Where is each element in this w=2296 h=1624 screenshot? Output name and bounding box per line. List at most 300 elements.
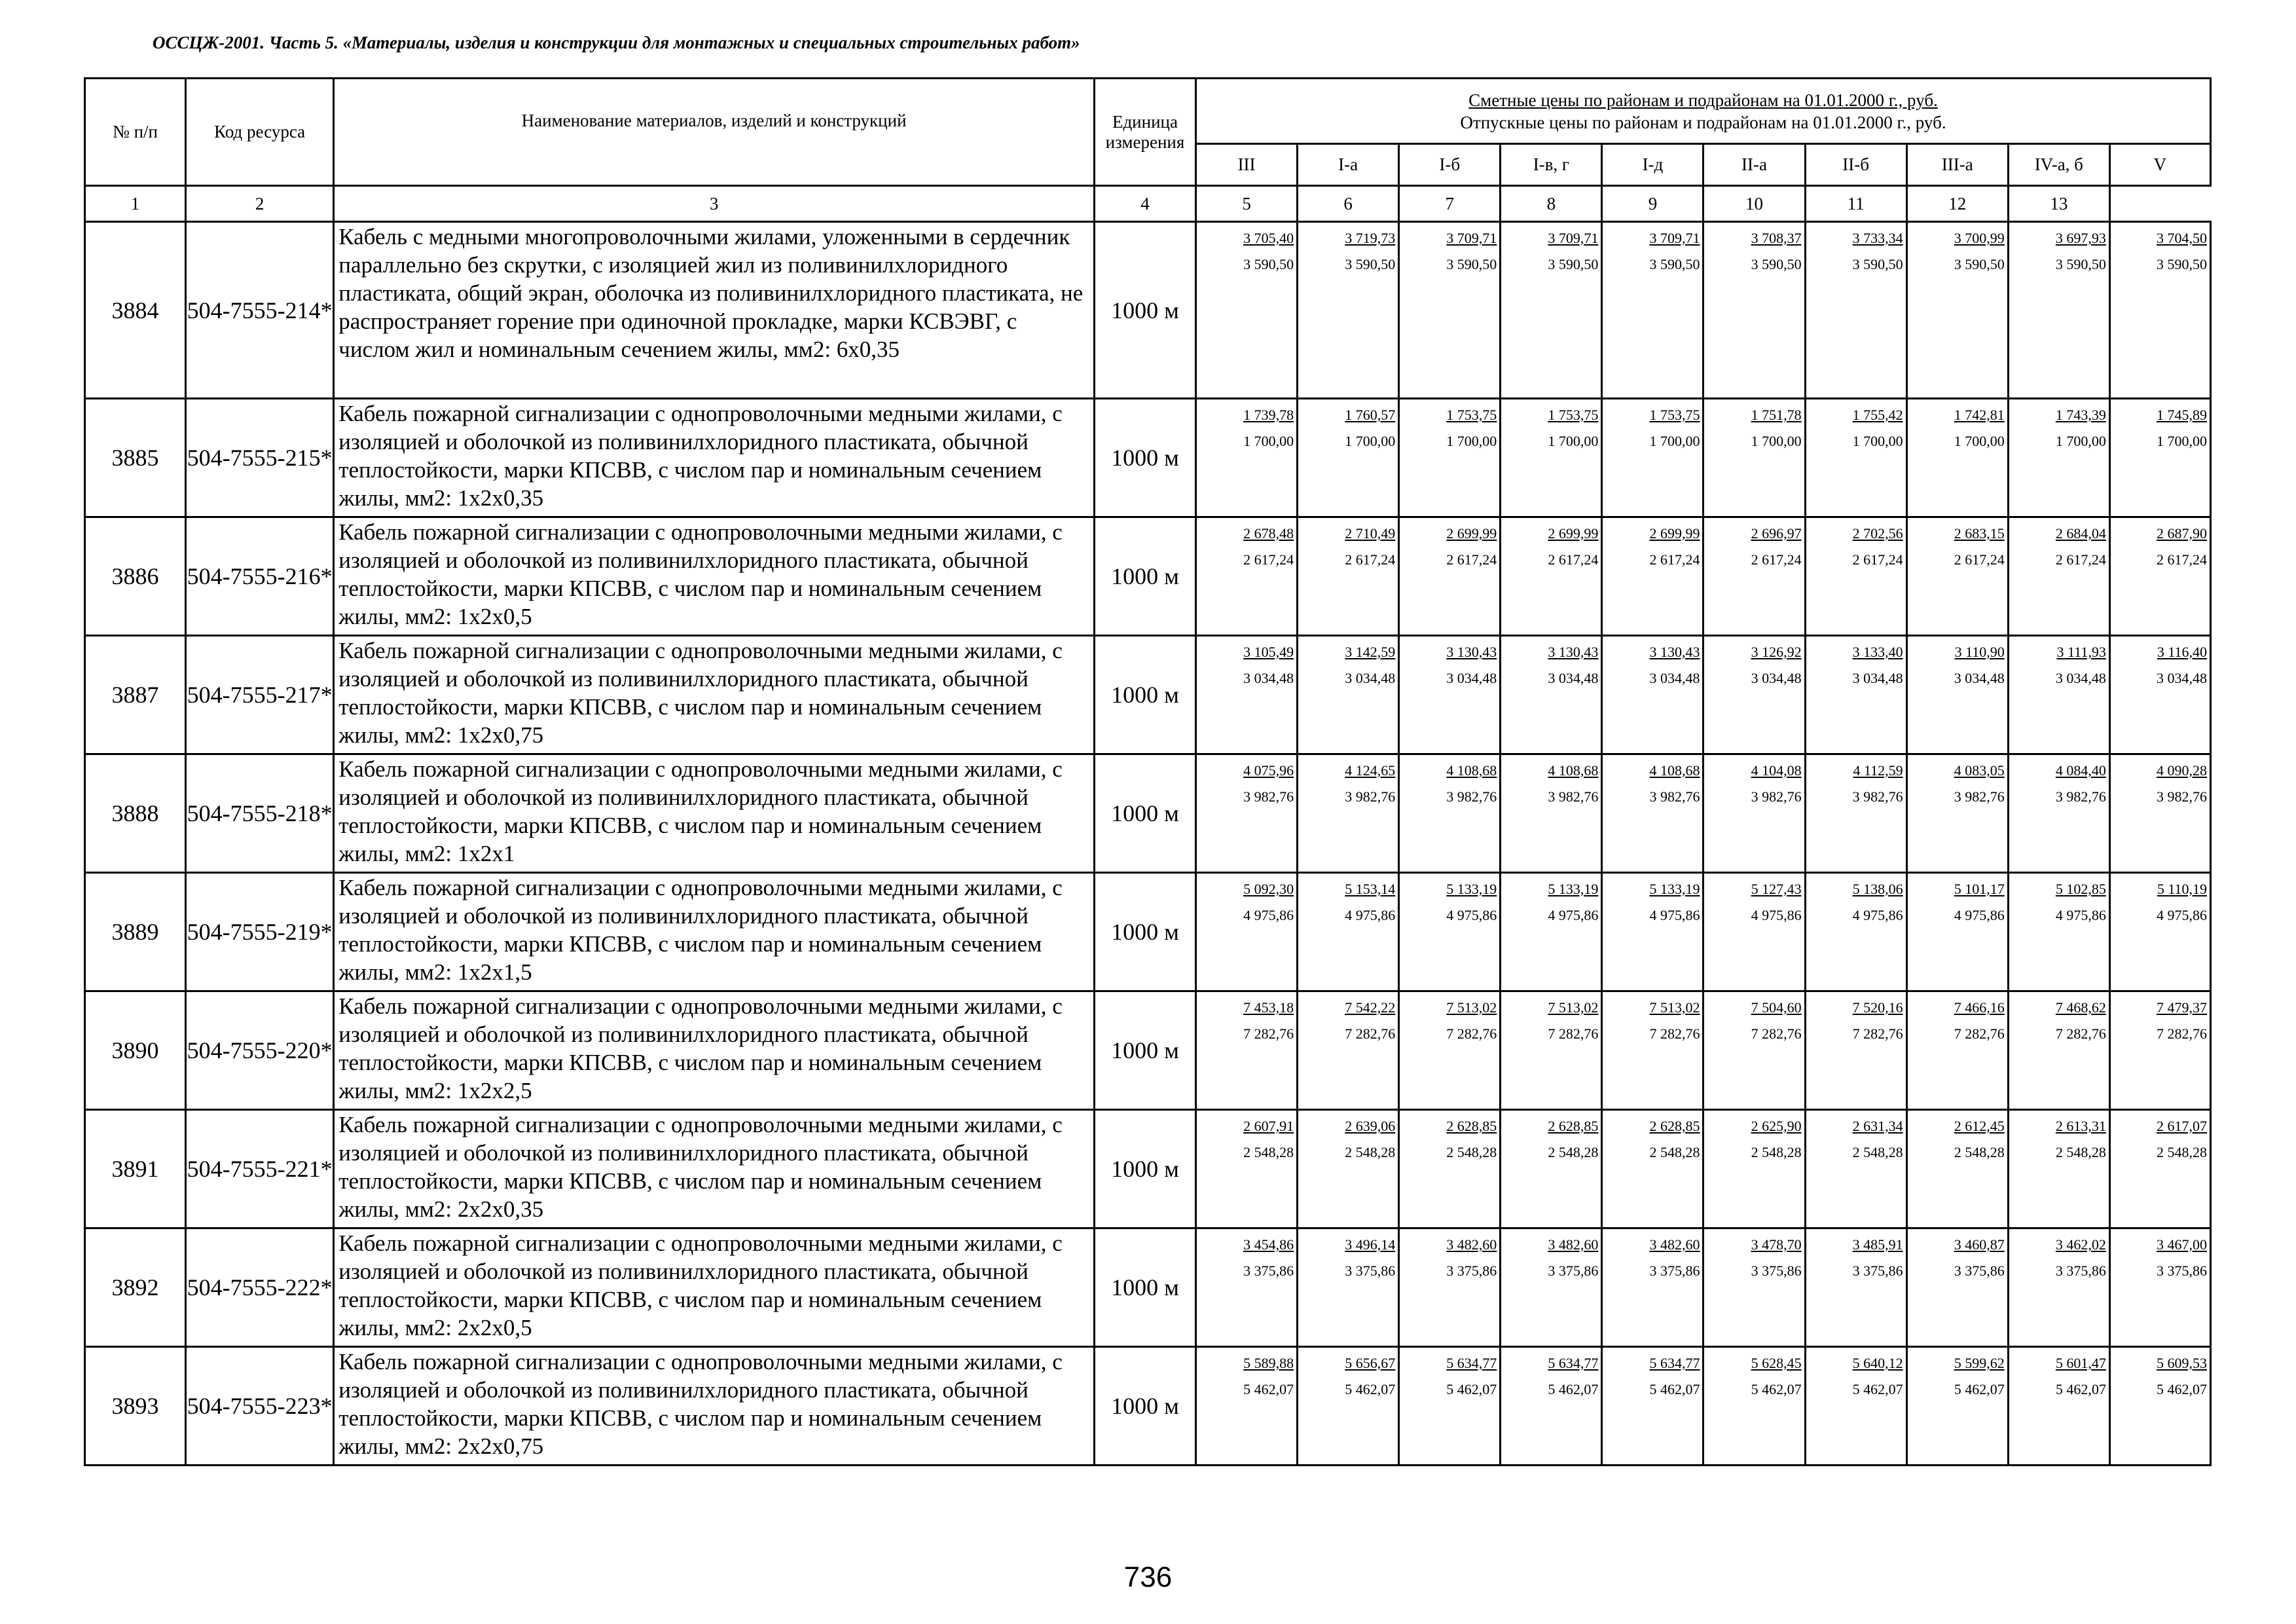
release-price: 2 548,28 <box>1751 1144 1802 1160</box>
price-cell <box>1906 517 2008 636</box>
release-price: 2 548,28 <box>2157 1144 2207 1160</box>
price-cell <box>1602 636 1704 754</box>
estimate-price: 7 520,16 <box>1852 999 1903 1016</box>
page-number: 736 <box>1123 1561 1173 1593</box>
release-price: 3 375,86 <box>1345 1263 1396 1279</box>
price-cell <box>1805 873 1906 991</box>
estimate-price: 3 462,02 <box>2055 1236 2106 1253</box>
release-price: 2 548,28 <box>1243 1144 1294 1160</box>
price-cell <box>2008 873 2109 991</box>
estimate-price: 3 709,71 <box>1548 230 1599 246</box>
estimate-price: 2 607,91 <box>1243 1118 1294 1134</box>
release-price: 7 282,76 <box>1852 1025 1903 1042</box>
price-cell <box>1196 1347 1298 1466</box>
estimate-price: 4 104,08 <box>1751 762 1802 779</box>
material-name: Кабель пожарной сигнализации с однопроволочными медными жилами, с изоляцией и оболочкой из поливинилхлоридного пластиката, обычной теплостойкости, марки КПСВВ, с числом пар и номинальным сечением жилы, мм2: 1х2х0,5 <box>334 517 1095 636</box>
price-cell <box>1196 517 1298 636</box>
column-number: 4 <box>1094 186 1195 222</box>
estimate-price: 5 634,77 <box>1446 1355 1497 1371</box>
column-number: 1 <box>85 186 186 222</box>
table-row <box>85 636 2211 754</box>
price-cell <box>2008 636 2109 754</box>
release-price: 5 462,07 <box>1548 1381 1599 1397</box>
estimate-price: 2 617,07 <box>2157 1118 2207 1134</box>
price-cell <box>2008 222 2109 399</box>
estimate-price: 3 705,40 <box>1243 230 1294 246</box>
column-number-row <box>85 186 2211 222</box>
price-cell <box>2109 399 2210 517</box>
release-price: 7 282,76 <box>1649 1025 1700 1042</box>
estimate-price: 2 628,85 <box>1548 1118 1599 1134</box>
region-header: III <box>1196 144 1298 186</box>
release-price: 5 462,07 <box>2157 1381 2207 1397</box>
price-cell <box>1704 517 1805 636</box>
row-number: 3890 <box>85 991 186 1110</box>
price-cell <box>1501 873 1602 991</box>
price-cell <box>1906 1228 2008 1347</box>
material-name: Кабель пожарной сигнализации с однопроволочными медными жилами, с изоляцией и оболочкой из поливинилхлоридного пластиката, обычной теплостойкости, марки КПСВВ, с числом пар и номинальным сечением жилы, мм2: 1х2х0,35 <box>334 399 1095 517</box>
estimate-price: 7 542,22 <box>1345 999 1396 1016</box>
price-cell <box>2008 991 2109 1110</box>
resource-code: 504-7555-218* <box>186 754 334 873</box>
estimate-price: 1 742,81 <box>1954 407 2005 423</box>
release-price: 3 590,50 <box>1852 256 1903 272</box>
document-header: ОССЦЖ-2001. Часть 5. «Материалы, изделия и конструкции для монтажных и специальных строительных работ» <box>153 33 1080 52</box>
estimate-price: 7 513,02 <box>1548 999 1599 1016</box>
estimate-price: 2 687,90 <box>2157 525 2207 542</box>
release-price: 4 975,86 <box>1751 907 1802 923</box>
price-cell <box>2109 991 2210 1110</box>
release-price: 2 548,28 <box>1954 1144 2005 1160</box>
estimate-price: 5 133,19 <box>1446 881 1497 897</box>
release-price: 3 590,50 <box>1548 256 1599 272</box>
price-cell <box>1399 399 1501 517</box>
release-price: 5 462,07 <box>1852 1381 1903 1397</box>
price-cell <box>1298 222 1399 399</box>
price-cell <box>1602 873 1704 991</box>
price-cell <box>1196 1228 1298 1347</box>
column-number: 8 <box>1501 186 1602 222</box>
estimate-price: 3 133,40 <box>1852 644 1903 660</box>
release-price: 3 982,76 <box>1751 788 1802 805</box>
release-price: 3 590,50 <box>1446 256 1497 272</box>
release-price: 3 982,76 <box>1548 788 1599 805</box>
unit: 1000 м <box>1094 1110 1195 1228</box>
price-cell <box>1298 1347 1399 1466</box>
estimate-price: 3 111,93 <box>2056 644 2106 660</box>
estimate-price: 1 753,75 <box>1649 407 1700 423</box>
estimate-price: 3 485,91 <box>1852 1236 1903 1253</box>
release-price: 4 975,86 <box>2055 907 2106 923</box>
release-price: 7 282,76 <box>1548 1025 1599 1042</box>
estimate-price: 2 639,06 <box>1345 1118 1396 1134</box>
price-cell <box>1906 1347 2008 1466</box>
estimate-price: 5 589,88 <box>1243 1355 1294 1371</box>
material-name: Кабель пожарной сигнализации с однопроволочными медными жилами, с изоляцией и оболочкой из поливинилхлоридного пластиката, обычной теплостойкости, марки КПСВВ, с числом пар и номинальным сечением жилы, мм2: 1х2х2,5 <box>334 991 1095 1110</box>
estimate-price: 5 127,43 <box>1751 881 1802 897</box>
release-price: 3 982,76 <box>1649 788 1700 805</box>
estimate-price: 3 454,86 <box>1243 1236 1294 1253</box>
estimate-price: 5 153,14 <box>1345 881 1396 897</box>
estimate-price: 5 601,47 <box>2055 1355 2106 1371</box>
release-price: 4 975,86 <box>1852 907 1903 923</box>
price-cell <box>1501 517 1602 636</box>
price-cell <box>2109 1347 2210 1466</box>
column-number: 3 <box>334 186 1095 222</box>
estimate-price: 5 110,19 <box>2157 881 2207 897</box>
release-price: 1 700,00 <box>1548 433 1599 449</box>
price-cell <box>1501 1228 1602 1347</box>
estimate-price: 2 612,45 <box>1954 1118 2005 1134</box>
estimate-price: 3 460,87 <box>1954 1236 2005 1253</box>
estimate-price: 2 628,85 <box>1649 1118 1700 1134</box>
estimate-price: 2 710,49 <box>1345 525 1396 542</box>
price-cell <box>1196 399 1298 517</box>
estimate-price: 1 739,78 <box>1243 407 1294 423</box>
release-price: 1 700,00 <box>1852 433 1903 449</box>
release-price: 4 975,86 <box>1954 907 2005 923</box>
price-cell <box>1399 754 1501 873</box>
estimate-price: 3 496,14 <box>1345 1236 1396 1253</box>
estimate-price: 3 733,34 <box>1852 230 1903 246</box>
estimate-price: 4 075,96 <box>1243 762 1294 779</box>
region-header: II-б <box>1805 144 1906 186</box>
estimate-price: 5 640,12 <box>1852 1355 1903 1371</box>
release-price: 3 982,76 <box>1852 788 1903 805</box>
release-price: 2 617,24 <box>2055 551 2106 568</box>
resource-code: 504-7555-223* <box>186 1347 334 1466</box>
release-price: 5 462,07 <box>1446 1381 1497 1397</box>
release-price: 3 034,48 <box>1345 670 1396 686</box>
region-header: V <box>2109 144 2210 186</box>
price-cell <box>1704 1347 1805 1466</box>
release-price: 7 282,76 <box>1446 1025 1497 1042</box>
price-cell <box>1602 1228 1704 1347</box>
price-cell <box>1298 873 1399 991</box>
row-number: 3888 <box>85 754 186 873</box>
estimate-price: 4 108,68 <box>1446 762 1497 779</box>
estimate-price: 4 124,65 <box>1345 762 1396 779</box>
row-number: 3892 <box>85 1228 186 1347</box>
region-header: III-а <box>1906 144 2008 186</box>
estimate-price: 3 142,59 <box>1345 644 1396 660</box>
price-cell <box>2008 517 2109 636</box>
release-price: 3 034,48 <box>1954 670 2005 686</box>
release-price: 3 982,76 <box>2055 788 2106 805</box>
release-price: 3 034,48 <box>1649 670 1700 686</box>
row-number: 3891 <box>85 1110 186 1228</box>
unit: 1000 м <box>1094 1347 1195 1466</box>
unit: 1000 м <box>1094 399 1195 517</box>
unit: 1000 м <box>1094 222 1195 399</box>
estimate-price: 2 699,99 <box>1649 525 1700 542</box>
release-price: 5 462,07 <box>1751 1381 1802 1397</box>
material-name: Кабель пожарной сигнализации с однопроволочными медными жилами, с изоляцией и оболочкой из поливинилхлоридного пластиката, обычной теплостойкости, марки КПСВВ, с числом пар и номинальным сечением жилы, мм2: 1х2х0,75 <box>334 636 1095 754</box>
release-price: 5 462,07 <box>2055 1381 2106 1397</box>
estimate-price: 7 513,02 <box>1446 999 1497 1016</box>
price-cell <box>1704 991 1805 1110</box>
estimate-price: 3 130,43 <box>1548 644 1599 660</box>
release-price: 1 700,00 <box>2055 433 2106 449</box>
estimate-price: 5 138,06 <box>1852 881 1903 897</box>
estimate-price: 5 102,85 <box>2055 881 2106 897</box>
estimate-price: 5 628,45 <box>1751 1355 1802 1371</box>
release-price: 7 282,76 <box>1243 1025 1294 1042</box>
table-row <box>85 222 2211 399</box>
unit: 1000 м <box>1094 517 1195 636</box>
column-number: 10 <box>1704 186 1805 222</box>
price-cell <box>1704 754 1805 873</box>
release-price: 3 590,50 <box>1345 256 1396 272</box>
estimate-price: 2 628,85 <box>1446 1118 1497 1134</box>
table-body <box>85 222 2211 1466</box>
estimate-price: 7 513,02 <box>1649 999 1700 1016</box>
price-cell <box>1501 1110 1602 1228</box>
resource-code: 504-7555-219* <box>186 873 334 991</box>
row-number: 3887 <box>85 636 186 754</box>
estimate-price: 2 684,04 <box>2055 525 2106 542</box>
estimate-price: 2 699,99 <box>1446 525 1497 542</box>
estimate-price: 2 699,99 <box>1548 525 1599 542</box>
price-cell <box>1704 636 1805 754</box>
release-price: 1 700,00 <box>1243 433 1294 449</box>
estimate-price: 2 631,34 <box>1852 1118 1903 1134</box>
release-price: 2 617,24 <box>1852 551 1903 568</box>
estimate-price: 4 108,68 <box>1649 762 1700 779</box>
estimate-price: 7 453,18 <box>1243 999 1294 1016</box>
release-price: 4 975,86 <box>2157 907 2207 923</box>
price-cell <box>1196 222 1298 399</box>
price-cell <box>1501 636 1602 754</box>
price-cell <box>1602 1347 1704 1466</box>
price-cell <box>1399 873 1501 991</box>
resource-code: 504-7555-214* <box>186 222 334 399</box>
table-row <box>85 873 2211 991</box>
release-price: 2 548,28 <box>1446 1144 1497 1160</box>
price-cell <box>1906 1110 2008 1228</box>
release-price: 1 700,00 <box>1954 433 2005 449</box>
estimate-price: 4 083,05 <box>1954 762 2005 779</box>
table-row <box>85 754 2211 873</box>
estimate-price: 1 753,75 <box>1548 407 1599 423</box>
header-prices <box>1196 79 2211 144</box>
material-name: Кабель пожарной сигнализации с однопроволочными медными жилами, с изоляцией и оболочкой из поливинилхлоридного пластиката, обычной теплостойкости, марки КПСВВ, с числом пар и номинальным сечением жилы, мм2: 2х2х0,5 <box>334 1228 1095 1347</box>
price-cell <box>1805 1228 1906 1347</box>
price-cell <box>1906 873 2008 991</box>
price-cell <box>1501 399 1602 517</box>
price-cell <box>1196 991 1298 1110</box>
estimate-price: 3 482,60 <box>1548 1236 1599 1253</box>
estimate-price: 5 634,77 <box>1548 1355 1599 1371</box>
price-cell <box>1805 1347 1906 1466</box>
estimate-price: 5 599,62 <box>1954 1355 2005 1371</box>
release-price: 4 975,86 <box>1548 907 1599 923</box>
price-cell <box>1805 636 1906 754</box>
release-price: 1 700,00 <box>1649 433 1700 449</box>
estimate-price: 7 479,37 <box>2157 999 2207 1016</box>
column-number: 11 <box>1805 186 1906 222</box>
release-price: 3 375,86 <box>2055 1263 2106 1279</box>
region-header: II-а <box>1704 144 1805 186</box>
price-cell <box>1399 517 1501 636</box>
price-cell <box>2109 754 2210 873</box>
region-header: I-в, г <box>1501 144 1602 186</box>
estimate-price: 5 101,17 <box>1954 881 2005 897</box>
table-row <box>85 1347 2211 1466</box>
price-cell <box>1602 1110 1704 1228</box>
region-header: I-а <box>1298 144 1399 186</box>
price-cell <box>2008 1228 2109 1347</box>
estimate-price: 1 753,75 <box>1446 407 1497 423</box>
price-cell <box>1906 399 2008 517</box>
price-cell <box>1501 991 1602 1110</box>
estimate-price: 7 504,60 <box>1751 999 1802 1016</box>
release-price: 4 975,86 <box>1243 907 1294 923</box>
price-cell <box>1196 754 1298 873</box>
price-cell <box>2109 222 2210 399</box>
material-name: Кабель пожарной сигнализации с однопроволочными медными жилами, с изоляцией и оболочкой из поливинилхлоридного пластиката, обычной теплостойкости, марки КПСВВ, с числом пар и номинальным сечением жилы, мм2: 1х2х1 <box>334 754 1095 873</box>
release-price: 2 548,28 <box>2055 1144 2106 1160</box>
resource-code: 504-7555-215* <box>186 399 334 517</box>
price-cell <box>1501 1347 1602 1466</box>
unit: 1000 м <box>1094 873 1195 991</box>
region-header: I-б <box>1399 144 1501 186</box>
estimate-price: 3 704,50 <box>2157 230 2207 246</box>
table-row <box>85 991 2211 1110</box>
estimate-price: 1 745,89 <box>2157 407 2207 423</box>
release-price: 2 617,24 <box>1446 551 1497 568</box>
release-price: 3 982,76 <box>1954 788 2005 805</box>
release-price: 3 034,48 <box>1751 670 1802 686</box>
price-cell <box>1602 517 1704 636</box>
header-unit: Единица измерения <box>1094 79 1195 186</box>
price-cell <box>1906 991 2008 1110</box>
region-header: I-д <box>1602 144 1704 186</box>
release-price: 4 975,86 <box>1649 907 1700 923</box>
header-prices-estimate: Сметные цены по районам и подрайонам на 01.01.2000 г., руб. <box>1468 90 1938 110</box>
price-cell <box>1602 991 1704 1110</box>
resource-code: 504-7555-220* <box>186 991 334 1110</box>
release-price: 5 462,07 <box>1954 1381 2005 1397</box>
estimate-price: 3 700,99 <box>1954 230 2005 246</box>
estimate-price: 4 108,68 <box>1548 762 1599 779</box>
estimate-price: 3 478,70 <box>1751 1236 1802 1253</box>
release-price: 7 282,76 <box>2157 1025 2207 1042</box>
estimate-price: 3 482,60 <box>1649 1236 1700 1253</box>
estimate-price: 3 482,60 <box>1446 1236 1497 1253</box>
release-price: 7 282,76 <box>1954 1025 2005 1042</box>
estimate-price: 5 133,19 <box>1649 881 1700 897</box>
estimate-price: 5 133,19 <box>1548 881 1599 897</box>
resource-code: 504-7555-222* <box>186 1228 334 1347</box>
price-cell <box>1906 754 2008 873</box>
estimate-price: 3 126,92 <box>1751 644 1802 660</box>
estimate-price: 2 702,56 <box>1852 525 1903 542</box>
price-table <box>84 77 2212 1466</box>
release-price: 4 975,86 <box>1345 907 1396 923</box>
price-cell <box>2109 1228 2210 1347</box>
table-row <box>85 1228 2211 1347</box>
estimate-price: 1 760,57 <box>1345 407 1396 423</box>
release-price: 1 700,00 <box>1446 433 1497 449</box>
release-price: 2 548,28 <box>1852 1144 1903 1160</box>
header-name: Наименование материалов, изделий и конструкций <box>334 79 1095 186</box>
release-price: 3 590,50 <box>2055 256 2106 272</box>
unit: 1000 м <box>1094 636 1195 754</box>
release-price: 2 617,24 <box>1243 551 1294 568</box>
header-prices-release: Отпускные цены по районам и подрайонам на 01.01.2000 г., руб. <box>1460 112 1946 132</box>
price-cell <box>1704 873 1805 991</box>
release-price: 3 375,86 <box>1751 1263 1802 1279</box>
price-cell <box>1298 991 1399 1110</box>
price-cell <box>1805 399 1906 517</box>
estimate-price: 1 751,78 <box>1751 407 1802 423</box>
estimate-price: 3 697,93 <box>2055 230 2106 246</box>
release-price: 3 982,76 <box>2157 788 2207 805</box>
price-cell <box>1298 754 1399 873</box>
release-price: 2 617,24 <box>1954 551 2005 568</box>
price-cell <box>1704 1110 1805 1228</box>
price-cell <box>2008 754 2109 873</box>
column-number: 5 <box>1196 186 1298 222</box>
estimate-price: 3 708,37 <box>1751 230 1802 246</box>
estimate-price: 2 678,48 <box>1243 525 1294 542</box>
price-cell <box>1805 991 1906 1110</box>
estimate-price: 4 084,40 <box>2055 762 2106 779</box>
estimate-price: 5 634,77 <box>1649 1355 1700 1371</box>
estimate-price: 3 130,43 <box>1446 644 1497 660</box>
resource-code: 504-7555-217* <box>186 636 334 754</box>
price-cell <box>1399 636 1501 754</box>
release-price: 3 982,76 <box>1345 788 1396 805</box>
release-price: 3 590,50 <box>1751 256 1802 272</box>
price-cell <box>1298 1228 1399 1347</box>
price-cell <box>1298 1110 1399 1228</box>
price-cell <box>1399 222 1501 399</box>
price-cell <box>2109 1110 2210 1228</box>
price-cell <box>2008 1347 2109 1466</box>
column-number: 13 <box>2008 186 2109 222</box>
price-cell <box>1805 517 1906 636</box>
price-cell <box>1399 1228 1501 1347</box>
price-cell <box>1501 222 1602 399</box>
release-price: 2 617,24 <box>2157 551 2207 568</box>
material-name: Кабель пожарной сигнализации с однопроволочными медными жилами, с изоляцией и оболочкой из поливинилхлоридного пластиката, обычной теплостойкости, марки КПСВВ, с числом пар и номинальным сечением жилы, мм2: 1х2х1,5 <box>334 873 1095 991</box>
estimate-price: 3 116,40 <box>2157 644 2207 660</box>
estimate-price: 3 110,90 <box>1954 644 2005 660</box>
release-price: 3 375,86 <box>2157 1263 2207 1279</box>
resource-code: 504-7555-221* <box>186 1110 334 1228</box>
unit: 1000 м <box>1094 991 1195 1110</box>
release-price: 2 617,24 <box>1649 551 1700 568</box>
release-price: 1 700,00 <box>1751 433 1802 449</box>
release-price: 3 375,86 <box>1954 1263 2005 1279</box>
header-code: Код ресурса <box>186 79 334 186</box>
resource-code: 504-7555-216* <box>186 517 334 636</box>
release-price: 7 282,76 <box>2055 1025 2106 1042</box>
column-number: 9 <box>1602 186 1704 222</box>
release-price: 3 034,48 <box>1548 670 1599 686</box>
region-header: IV-а, б <box>2008 144 2109 186</box>
price-cell <box>1704 399 1805 517</box>
material-name: Кабель с медными многопроволочными жилами, уложенными в сердечник параллельно без скрутки, с изоляцией жил из поливинилхлоридного пластиката, общий экран, оболочка из поливинилхлоридного пластиката, не распространяет горение при одиночной прокладке, марки КСВЭВГ, с числом жил и номинальным сечением жилы, мм2: 6х0,35 <box>334 222 1095 399</box>
estimate-price: 3 105,49 <box>1243 644 1294 660</box>
release-price: 3 034,48 <box>2157 670 2207 686</box>
release-price: 3 375,86 <box>1852 1263 1903 1279</box>
price-cell <box>1805 222 1906 399</box>
estimate-price: 2 696,97 <box>1751 525 1802 542</box>
release-price: 3 034,48 <box>1852 670 1903 686</box>
